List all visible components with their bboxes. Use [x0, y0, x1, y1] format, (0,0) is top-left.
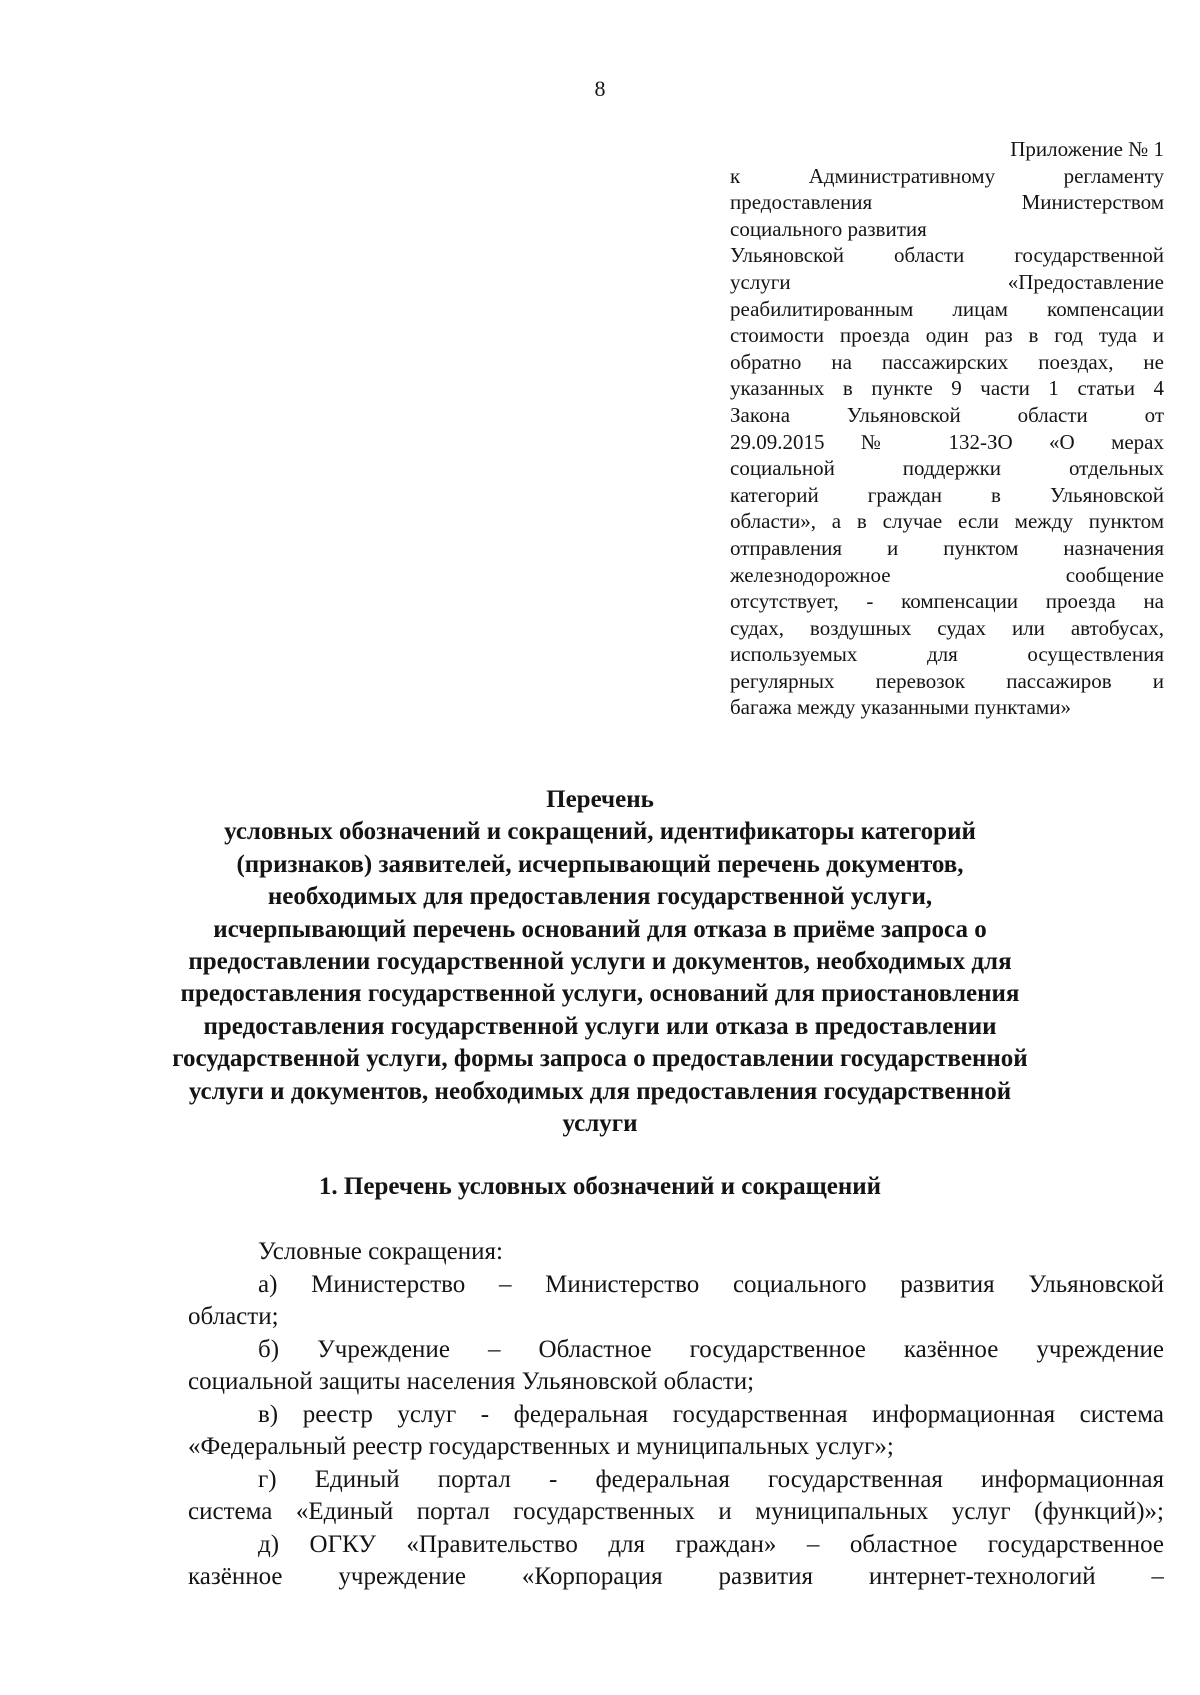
appendix-line: услуги «Предоставление: [730, 269, 1164, 294]
body-line: Условные сокращения:: [258, 1238, 503, 1265]
title-line: услуги и документов, необходимых для предоставления государственной: [188, 1077, 1012, 1105]
appendix-line: стоимости проезда один раз в год туда и: [730, 323, 1164, 348]
section-heading: 1. Перечень условных обозначений и сокращений: [318, 1173, 882, 1200]
body-line: б) Учреждение – Областное государственное казённое учреждение: [258, 1335, 1164, 1363]
appendix-line: социальной поддержки отдельных: [730, 456, 1164, 481]
body-line: г) Единый портал - федеральная государственная информационная: [258, 1465, 1164, 1493]
section-body: [188, 1236, 1164, 1594]
body-line: «Федеральный реестр государственных и муниципальных услуг»;: [188, 1433, 894, 1460]
appendix-line: используемых для осуществления: [730, 642, 1164, 667]
appendix-line: указанных в пункте 9 части 1 статьи 4: [730, 376, 1164, 401]
appendix-line: предоставления Министерством: [730, 190, 1164, 215]
title-line: предоставлении государственной услуги и документов, необходимых для: [188, 948, 1012, 976]
appendix-title: Приложение № 1: [1010, 137, 1164, 161]
body-line: а) Министерство – Министерство социального развития Ульяновской: [258, 1270, 1164, 1298]
title-line: предоставления государственной услуги, оснований для приостановления: [180, 980, 1020, 1008]
title-line: услуги: [562, 1110, 638, 1138]
title-line: условных обозначений и сокращений, идентификаторы категорий: [224, 818, 976, 846]
appendix-line: области», а в случае если между пунктом: [730, 509, 1164, 534]
appendix-line: к Административному регламенту: [730, 163, 1164, 188]
appendix-line: багажа между указанными пунктами»: [730, 695, 1071, 720]
document-title: [140, 784, 1060, 1140]
appendix-line: Закона Ульяновской области от: [730, 402, 1164, 427]
appendix-line: отправления и пунктом назначения: [730, 535, 1164, 560]
appendix-line: 29.09.2015 № 132-ЗО «О мерах: [730, 429, 1164, 454]
title-line: государственной услуги, формы запроса о предоставлении государственной: [172, 1045, 1028, 1073]
body-line: в) реестр услуг - федеральная государственная информационная система: [258, 1400, 1164, 1428]
appendix-line: обратно на пассажирских поездах, не: [730, 349, 1164, 374]
body-line: социальной защиты населения Ульяновской области;: [188, 1368, 755, 1395]
appendix-line: социального развития: [730, 216, 927, 241]
appendix-line: регулярных перевозок пассажиров и: [730, 668, 1164, 693]
appendix-header: [730, 136, 1164, 721]
title-line: (признаков) заявителей, исчерпывающий перечень документов,: [236, 850, 964, 878]
body-line: система «Единый портал государственных и муниципальных услуг (функций)»;: [188, 1498, 1164, 1525]
title-line: предоставления государственной услуги или отказа в предоставлении: [203, 1012, 997, 1040]
body-line: казённое учреждение «Корпорация развития интернет-технологий –: [188, 1563, 1164, 1590]
title-line: Перечень: [546, 786, 654, 813]
body-line: д) ОГКУ «Правительство для граждан» – областное государственное: [258, 1530, 1164, 1558]
appendix-line: отсутствует, - компенсации проезда на: [730, 589, 1164, 614]
appendix-line: категорий граждан в Ульяновской: [730, 482, 1164, 507]
appendix-line: Ульяновской области государственной: [730, 243, 1164, 268]
appendix-line: железнодорожное сообщение: [730, 562, 1164, 587]
title-line: необходимых для предоставления государственной услуги,: [267, 883, 933, 911]
appendix-line: судах, воздушных судах или автобусах,: [730, 615, 1164, 640]
title-line: исчерпывающий перечень оснований для отказа в приёме запроса о: [213, 915, 987, 943]
body-line: области;: [188, 1303, 279, 1330]
page-number: 8: [594, 76, 606, 101]
appendix-line: реабилитированным лицам компенсации: [730, 296, 1164, 321]
